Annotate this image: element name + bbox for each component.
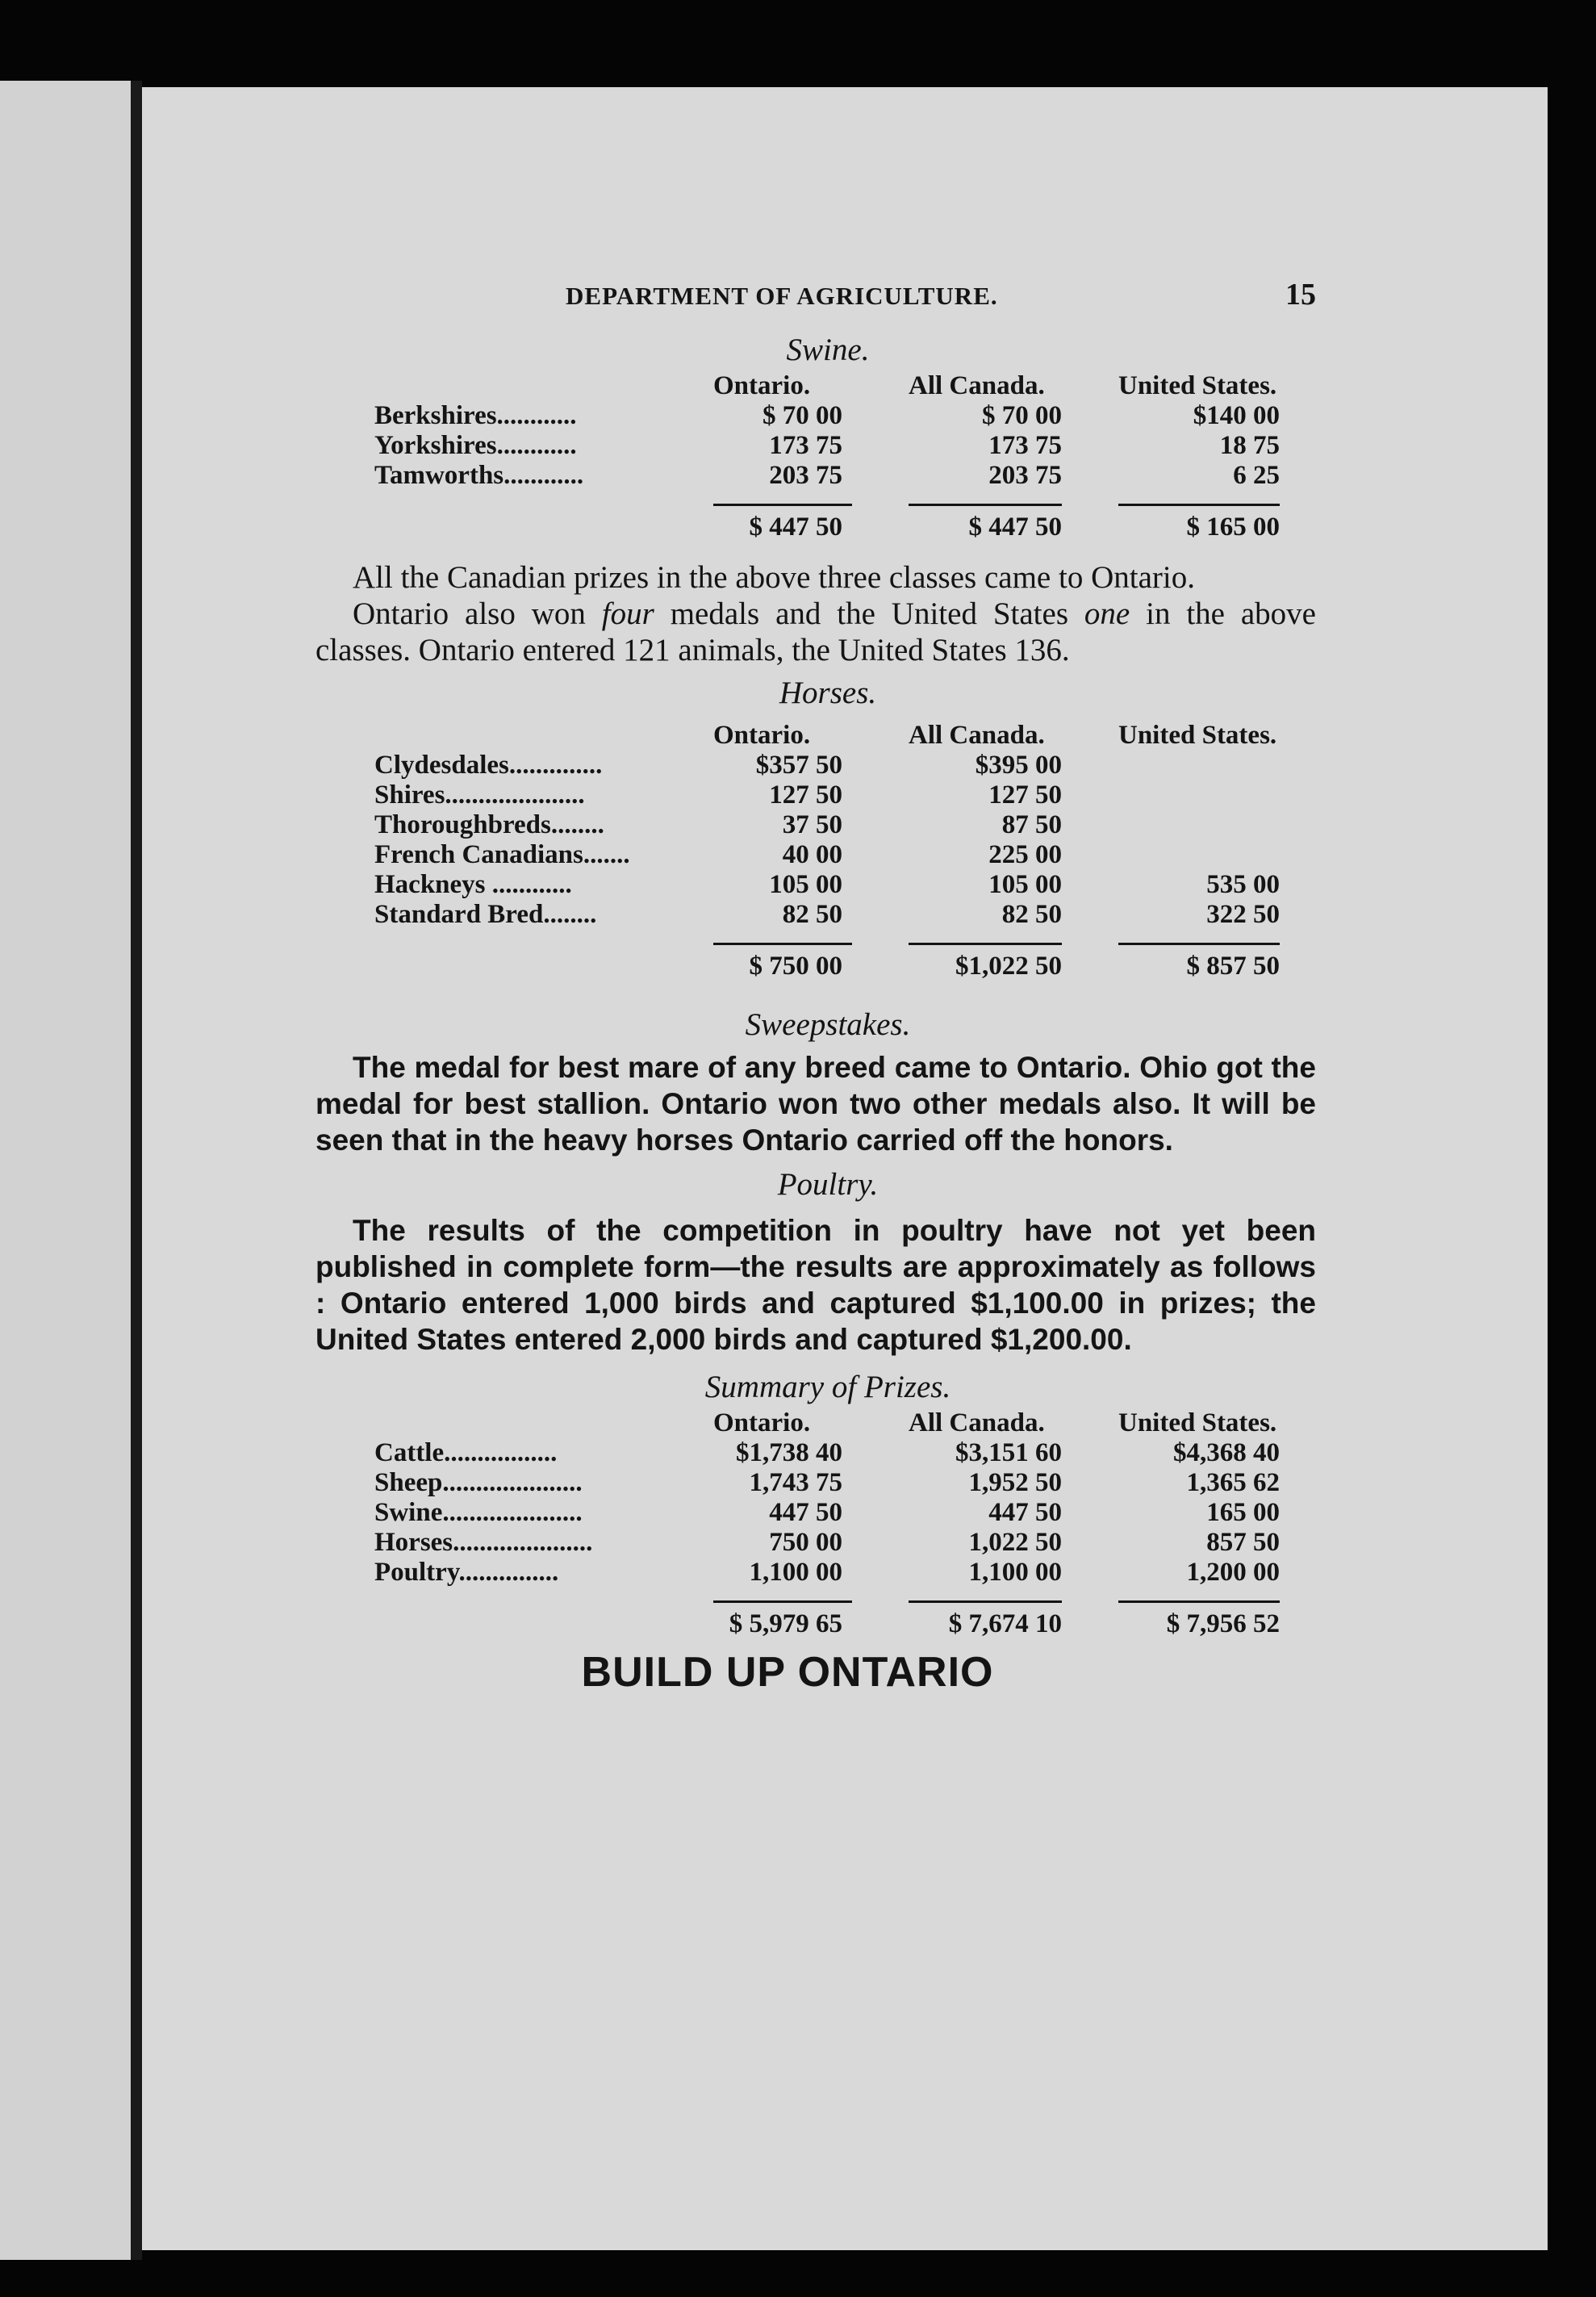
col-all-canada: All Canada. [909, 371, 1045, 400]
cell-ontario: 750 00 [769, 1528, 842, 1557]
row-label: Thoroughbreds........ [374, 810, 604, 839]
col-united-states: United States. [1118, 721, 1277, 750]
row-label: Standard Bred........ [374, 900, 597, 929]
col-united-states: United States. [1118, 371, 1277, 400]
sweepstakes-heading: Sweepstakes. [745, 1007, 911, 1042]
row-label: Sheep..................... [374, 1468, 583, 1497]
table-row [374, 751, 1280, 780]
total-united-states: $ 857 50 [1186, 952, 1280, 981]
cell-united-states [1118, 780, 1280, 810]
cell-united-states: $4,368 40 [1173, 1438, 1280, 1467]
table-header-row [374, 1408, 1280, 1438]
row-label: Hackneys ............ [374, 870, 572, 899]
cell-ontario: 203 75 [769, 461, 842, 490]
table-row [374, 1498, 1280, 1528]
cell-united-states [1118, 751, 1280, 780]
cell-united-states: 1,365 62 [1186, 1468, 1280, 1497]
total-ontario: $ 447 50 [749, 513, 842, 542]
cell-ontario: 82 50 [782, 900, 842, 929]
row-label: Cattle................. [374, 1438, 558, 1467]
cell-united-states [1118, 810, 1280, 840]
total-united-states: $ 7,956 52 [1166, 1609, 1280, 1638]
cell-united-states: $140 00 [1193, 401, 1280, 430]
cell-all-canada: $3,151 60 [955, 1438, 1062, 1467]
horses-heading: Horses. [779, 676, 877, 710]
cell-all-canada: 1,952 50 [968, 1468, 1062, 1497]
build-up-ontario-slogan: BUILD UP ONTARIO [581, 1649, 994, 1696]
cell-united-states: 535 00 [1206, 870, 1280, 899]
total-all-canada: $ 447 50 [968, 513, 1062, 542]
horses-table [374, 721, 1280, 982]
table-row [374, 461, 1280, 491]
cell-united-states [1118, 840, 1280, 870]
table-row [374, 840, 1280, 870]
paragraph-canadian-prizes: All the Canadian prizes in the above three classes came to Ontario. [353, 560, 1195, 595]
totals-row [374, 505, 1280, 544]
cell-ontario: 37 50 [782, 810, 842, 839]
cell-ontario: 447 50 [769, 1498, 842, 1527]
cell-ontario: 173 75 [769, 431, 842, 460]
cell-united-states: 6 25 [1233, 461, 1280, 490]
col-all-canada: All Canada. [909, 721, 1045, 750]
row-label: Shires..................... [374, 780, 585, 810]
facing-page-edge [0, 81, 131, 2260]
swine-heading: Swine. [786, 333, 870, 367]
cell-all-canada: 82 50 [1001, 900, 1062, 929]
total-united-states: $ 165 00 [1186, 513, 1280, 542]
table-row [374, 810, 1280, 840]
total-all-canada: $ 7,674 10 [948, 1609, 1062, 1638]
table-row [374, 1528, 1280, 1558]
cell-ontario: 127 50 [769, 780, 842, 810]
table-row [374, 1468, 1280, 1498]
cell-all-canada: $395 00 [975, 751, 1062, 780]
row-label: Poultry............... [374, 1558, 559, 1587]
total-ontario: $ 750 00 [749, 952, 842, 981]
cell-ontario: 1,743 75 [749, 1468, 842, 1497]
cell-ontario: 105 00 [769, 870, 842, 899]
total-rule [374, 930, 1280, 944]
table-header-row [374, 371, 1280, 401]
table-row [374, 900, 1280, 930]
cell-ontario: $1,738 40 [736, 1438, 842, 1467]
total-ontario: $ 5,979 65 [729, 1609, 842, 1638]
table-header-row [374, 721, 1280, 751]
col-ontario: Ontario. [713, 1408, 811, 1437]
totals-row [374, 1602, 1280, 1641]
cell-all-canada: 87 50 [1001, 810, 1062, 839]
paragraph-sweepstakes: The medal for best mare of any breed came to Ontario. Ohio got the medal for best stallion. Ontario won two other medals also. It will be seen that in the heavy horses Ontario carried off the honors. [315, 1051, 1316, 1157]
total-rule [374, 491, 1280, 505]
poultry-heading: Poultry. [777, 1167, 879, 1202]
col-united-states: United States. [1118, 1408, 1277, 1437]
cell-ontario: $ 70 00 [762, 401, 842, 430]
summary-heading: Summary of Prizes. [704, 1370, 951, 1404]
row-label: Horses..................... [374, 1528, 593, 1557]
cell-ontario: 40 00 [782, 840, 842, 869]
paragraph-medals: Ontario also won four medals and the United States one in the above classes. Ontario entered 121 animals, the United States 136. [315, 596, 1316, 667]
table-row [374, 401, 1280, 431]
cell-united-states: 18 75 [1219, 431, 1280, 460]
row-label: Tamworths............ [374, 461, 584, 490]
cell-ontario: 1,100 00 [749, 1558, 842, 1587]
col-ontario: Ontario. [713, 371, 811, 400]
col-ontario: Ontario. [713, 721, 811, 750]
table-row [374, 780, 1280, 810]
cell-united-states: 165 00 [1206, 1498, 1280, 1527]
book-page [142, 87, 1548, 2250]
cell-all-canada: 1,100 00 [968, 1558, 1062, 1587]
cell-all-canada: 1,022 50 [968, 1528, 1062, 1557]
cell-all-canada: 173 75 [988, 431, 1062, 460]
summary-table [374, 1408, 1280, 1640]
table-row [374, 1558, 1280, 1588]
page-number: 15 [1285, 278, 1316, 312]
page-content [315, 277, 1316, 1697]
table-row [374, 431, 1280, 461]
cell-united-states: 1,200 00 [1186, 1558, 1280, 1587]
row-label: Yorkshires............ [374, 431, 577, 460]
total-all-canada: $1,022 50 [955, 952, 1062, 981]
row-label: French Canadians....... [374, 840, 630, 869]
cell-ontario: $357 50 [755, 751, 842, 780]
row-label: Berkshires............ [374, 401, 577, 430]
cell-all-canada: $ 70 00 [982, 401, 1062, 430]
cell-united-states: 857 50 [1206, 1528, 1280, 1557]
table-row [374, 1438, 1280, 1468]
cell-all-canada: 203 75 [988, 461, 1062, 490]
cell-all-canada: 225 00 [988, 840, 1062, 869]
col-all-canada: All Canada. [909, 1408, 1045, 1437]
totals-row [374, 944, 1280, 983]
cell-all-canada: 447 50 [988, 1498, 1062, 1527]
book-gutter [131, 81, 142, 2260]
table-row [374, 870, 1280, 900]
row-label: Swine..................... [374, 1498, 583, 1527]
total-rule [374, 1588, 1280, 1602]
paragraph-poultry: The results of the competition in poultry have not yet been published in complete form—the results are approximately as follows : Ontario entered 1,000 birds and captured $1,100.00 in prizes; the United States entered 2,000 birds and captured $1,200.00. [315, 1214, 1316, 1356]
row-label: Clydesdales.............. [374, 751, 603, 780]
header-title: DEPARTMENT OF AGRICULTURE. [566, 282, 998, 310]
cell-united-states: 322 50 [1206, 900, 1280, 929]
cell-all-canada: 127 50 [988, 780, 1062, 810]
swine-table [374, 371, 1280, 543]
cell-all-canada: 105 00 [988, 870, 1062, 899]
running-header [315, 277, 1316, 314]
